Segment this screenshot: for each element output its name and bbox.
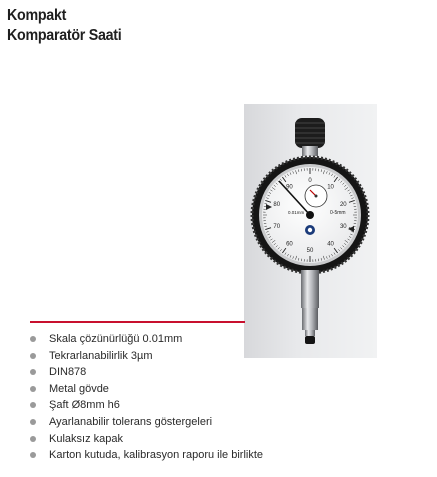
- bullet-icon: [30, 436, 36, 442]
- title-block: [7, 6, 131, 46]
- page-title: Kompakt: [7, 7, 67, 24]
- dial-number: 0: [308, 178, 312, 184]
- dial-number: 90: [286, 184, 293, 191]
- section-divider: [30, 321, 245, 323]
- dial-number: 20: [339, 202, 347, 209]
- product-photo: [244, 104, 377, 358]
- bullet-icon: [30, 369, 36, 375]
- dial-number: 80: [273, 202, 281, 209]
- revolution-counter: [305, 185, 327, 207]
- bullet-icon: [30, 419, 36, 425]
- page-subtitle: Komparatör Saati: [7, 27, 122, 44]
- dial-number: 60: [286, 241, 293, 248]
- brand-logo-icon: [305, 225, 315, 235]
- dial-number: 50: [306, 248, 314, 254]
- bullet-icon: [30, 402, 36, 408]
- dial-number: 40: [327, 241, 334, 248]
- bullet-icon: [30, 386, 36, 392]
- dial-indicator-image: [244, 104, 377, 358]
- indicator-shaft: [301, 270, 319, 344]
- bullet-icon: [30, 452, 36, 458]
- dial-number: 70: [273, 223, 281, 230]
- dial-number: 30: [339, 223, 347, 230]
- dial-range-text: 0-5mm: [330, 210, 346, 216]
- top-cap: [295, 118, 325, 156]
- bullet-icon: [30, 353, 36, 359]
- dial-number: 10: [327, 184, 334, 191]
- dial-resolution-text: 0.01mm: [288, 210, 305, 215]
- bullet-icon: [30, 336, 36, 342]
